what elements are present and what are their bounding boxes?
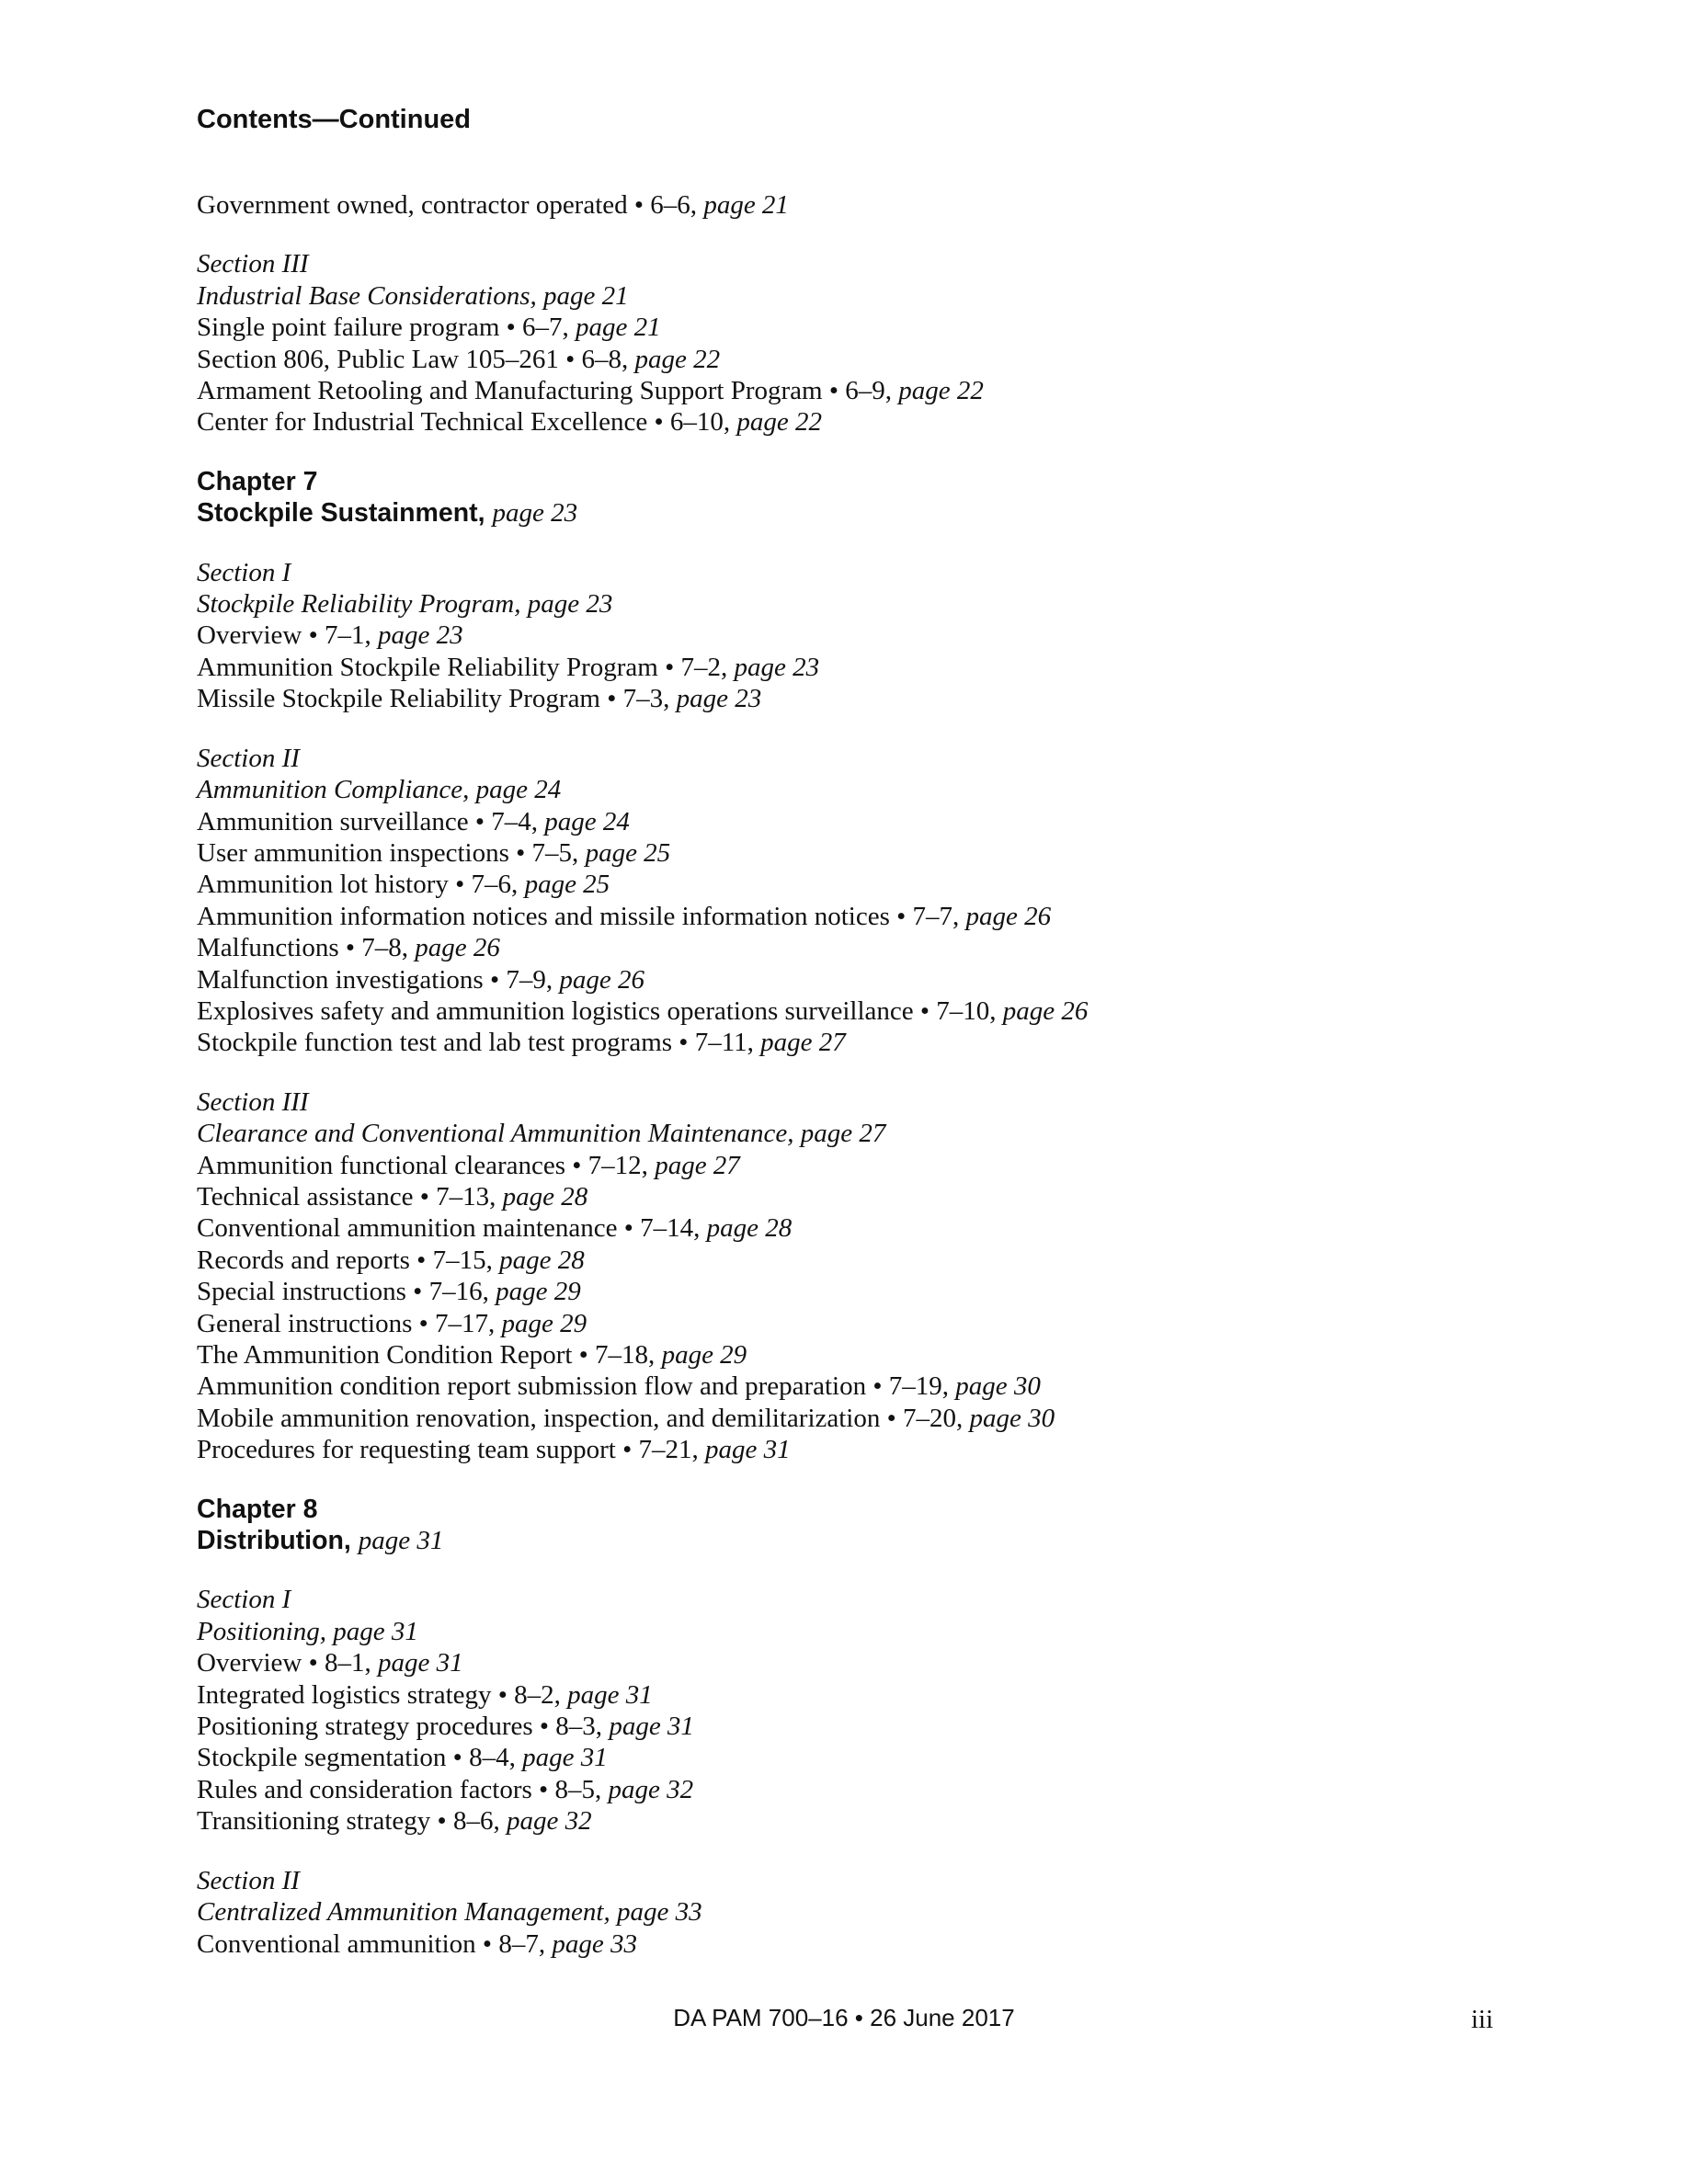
toc-entry-text: Missile Stockpile Reliability Program • 7–3, [197,684,677,714]
toc-entry-text: Stockpile function test and lab test programs • 7–11, [197,1028,761,1058]
toc-entry-text: General instructions • 7–17, [197,1308,502,1338]
toc-entry-text: Positioning strategy procedures • 8–3, [197,1712,610,1742]
toc-entry-text: Single point failure program • 6–7, [197,313,576,343]
toc-entry-page-ref: page 23 [676,684,762,714]
section-title[interactable]: Clearance and Conventional Ammunition Maintenance, page 27 [197,1119,886,1149]
toc-entry-page-ref: page 29 [661,1340,747,1370]
toc-entry-page-ref: page 21 [576,313,661,343]
block-spacer [197,529,1521,557]
toc-entry[interactable] [197,901,1521,932]
toc-entry-text: Ammunition Stockpile Reliability Program • 7–2, [197,652,735,682]
toc-entry-text: Rules and consideration factors • 8–5, [197,1774,609,1804]
toc-entry-text: Transitioning strategy • 8–6, [197,1806,507,1837]
toc-entry[interactable] [197,1371,1521,1402]
toc-entry[interactable] [197,1679,1521,1711]
block-spacer [197,221,1521,248]
toc-entry-page-ref: page 32 [608,1774,694,1804]
toc-entry-text: Stockpile segmentation • 8–4, [197,1743,523,1773]
section-block [197,743,1521,1059]
toc-entry-page-ref: page 25 [585,837,671,868]
chapter-label: Chapter 8 [197,1494,318,1524]
toc-entry-text: Integrated logistics strategy • 8–2, [197,1679,568,1710]
toc-entry[interactable] [197,1276,1521,1307]
section-title[interactable]: Industrial Base Considerations, page 21 [197,280,629,311]
toc-entry-page-ref: page 27 [655,1150,740,1180]
toc-entry-text: Mobile ammunition renovation, inspection, and demilitarization • 7–20, [197,1403,970,1433]
toc-entry-page-ref: page 26 [1002,995,1089,1026]
toc-entry-page-ref: page 31 [704,1435,791,1465]
toc-body [197,189,1521,1960]
section-block [197,1086,1521,1466]
toc-entry[interactable] [197,1647,1521,1678]
toc-entry-page-ref: page 31 [522,1743,608,1773]
block-spacer [197,1556,1521,1584]
section-label: Section I [197,557,291,587]
toc-entry-page-ref: page 28 [706,1213,793,1244]
section-title[interactable]: Ammunition Compliance, page 24 [197,775,562,805]
toc-entry-page-ref: page 26 [559,964,644,995]
toc-entry[interactable] [197,806,1521,837]
toc-entry[interactable] [197,189,1521,221]
section-label: Section II [197,1865,300,1895]
section-block [197,189,1521,221]
section-title[interactable]: Centralized Ammunition Management, page 33 [197,1897,702,1928]
footer-page-number: iii [1471,2005,1494,2034]
chapter-title: Stockpile Sustainment, [197,498,485,529]
toc-entry[interactable] [197,1403,1521,1434]
toc-entry[interactable] [197,1181,1521,1212]
toc-entry[interactable] [197,1434,1521,1465]
toc-entry-page-ref: page 30 [955,1371,1041,1402]
toc-entry[interactable] [197,683,1521,714]
toc-entry-page-ref: page 31 [609,1712,694,1742]
toc-entry[interactable] [197,1212,1521,1244]
toc-entry-text: Government owned, contractor operated • 6–6, [197,190,704,220]
toc-entry-text: Conventional ammunition • 8–7, [197,1928,553,1959]
toc-entry-text: Section 806, Public Law 105–261 • 6–8, [197,344,635,374]
section-label: Section III [197,1086,309,1117]
section-block [197,1865,1521,1960]
toc-entry[interactable] [197,1245,1521,1276]
toc-entry[interactable] [197,344,1521,375]
toc-entry[interactable] [197,837,1521,869]
toc-entry-text: Ammunition lot history • 7–6, [197,870,525,900]
toc-entry-page-ref: page 25 [524,870,610,900]
toc-entry[interactable] [197,620,1521,651]
toc-entry-page-ref: page 28 [502,1181,588,1211]
toc-entry-page-ref: page 32 [506,1806,592,1837]
toc-entry-text: The Ammunition Condition Report • 7–18, [197,1340,662,1370]
chapter-block [197,466,1521,529]
section-title[interactable]: Positioning, page 31 [197,1616,418,1646]
toc-entry-text: Technical assistance • 7–13, [197,1181,503,1211]
toc-entry[interactable] [197,964,1521,995]
toc-entry-text: Armament Retooling and Manufacturing Support Program • 6–9, [197,376,899,406]
toc-entry[interactable] [197,932,1521,963]
toc-entry-page-ref: page 23 [734,652,820,682]
toc-entry-text: Conventional ammunition maintenance • 7–14, [197,1213,707,1244]
section-label: Section I [197,1585,291,1615]
toc-entry-text: Overview • 8–1, [197,1648,378,1678]
chapter-page-ref: page 31 [358,1526,444,1556]
toc-entry-text: Ammunition functional clearances • 7–12, [197,1150,656,1180]
toc-entry[interactable] [197,1150,1521,1181]
toc-entry[interactable] [197,1339,1521,1371]
section-block [197,557,1521,715]
toc-entry-page-ref: page 27 [760,1028,846,1058]
toc-entry-page-ref: page 26 [415,933,500,963]
toc-entry-page-ref: page 22 [898,376,984,406]
toc-entry[interactable] [197,1928,1521,1960]
section-title[interactable]: Stockpile Reliability Program, page 23 [197,589,613,620]
toc-entry[interactable] [197,406,1521,438]
toc-entry-page-ref: page 31 [567,1679,653,1710]
toc-entry-page-ref: page 28 [499,1245,585,1275]
toc-entry[interactable] [197,1774,1521,1805]
section-block [197,1584,1521,1837]
chapter-title: Distribution, [197,1526,351,1556]
block-spacer [197,1837,1521,1865]
block-spacer [197,1466,1521,1494]
toc-page [197,101,1521,1960]
toc-entry-text: Ammunition information notices and missile information notices • 7–7, [197,901,966,931]
block-spacer [197,715,1521,743]
toc-entry-page-ref: page 31 [378,1648,463,1678]
chapter-label: Chapter 7 [197,466,318,496]
section-label: Section III [197,249,309,279]
toc-entry-text: User ammunition inspections • 7–5, [197,837,586,868]
toc-entry-page-ref: page 23 [378,620,463,651]
toc-entry[interactable] [197,1742,1521,1773]
section-label: Section II [197,743,300,773]
toc-entry-text: Overview • 7–1, [197,620,378,651]
toc-entry[interactable] [197,375,1521,406]
toc-entry-text: Malfunctions • 7–8, [197,933,416,963]
toc-entry[interactable] [197,1308,1521,1339]
toc-entry-text: Records and reports • 7–15, [197,1245,500,1275]
page-title: Contents—Continued [197,105,472,134]
toc-entry-page-ref: page 26 [965,901,1052,931]
toc-entry-text: Explosives safety and ammunition logistics operations surveillance • 7–10, [197,995,1003,1026]
toc-entry-text: Procedures for requesting team support • 7–21, [197,1435,705,1465]
section-block [197,248,1521,438]
toc-entry[interactable] [197,652,1521,683]
toc-entry-page-ref: page 21 [703,190,789,220]
chapter-block [197,1494,1521,1557]
toc-entry-text: Center for Industrial Technical Excellence • 6–10, [197,407,737,438]
toc-entry-text: Malfunction investigations • 7–9, [197,964,560,995]
toc-entry-page-ref: page 29 [496,1277,581,1307]
block-spacer [197,1059,1521,1086]
toc-entry-page-ref: page 22 [634,344,721,374]
toc-entry-page-ref: page 24 [544,806,630,836]
toc-entry-page-ref: page 22 [736,407,822,438]
toc-entry[interactable] [197,312,1521,343]
chapter-page-ref: page 23 [492,498,578,529]
footer-document-id: DA PAM 700–16 • 26 June 2017 [673,2004,1015,2031]
toc-entry[interactable] [197,1711,1521,1742]
chapter-title-line[interactable] [197,1525,1521,1556]
block-spacer [197,438,1521,466]
toc-entry-page-ref: page 30 [969,1403,1055,1433]
toc-entry-text: Special instructions • 7–16, [197,1277,496,1307]
toc-entry-page-ref: page 33 [552,1928,637,1959]
toc-entry-text: Ammunition condition report submission flow and preparation • 7–19, [197,1371,956,1402]
chapter-title-line[interactable] [197,497,1521,529]
toc-entry[interactable] [197,995,1521,1027]
toc-entry-page-ref: page 29 [501,1308,587,1338]
toc-entry[interactable] [197,869,1521,900]
toc-entry[interactable] [197,1027,1521,1058]
toc-entry-text: Ammunition surveillance • 7–4, [197,806,545,836]
toc-entry[interactable] [197,1805,1521,1837]
